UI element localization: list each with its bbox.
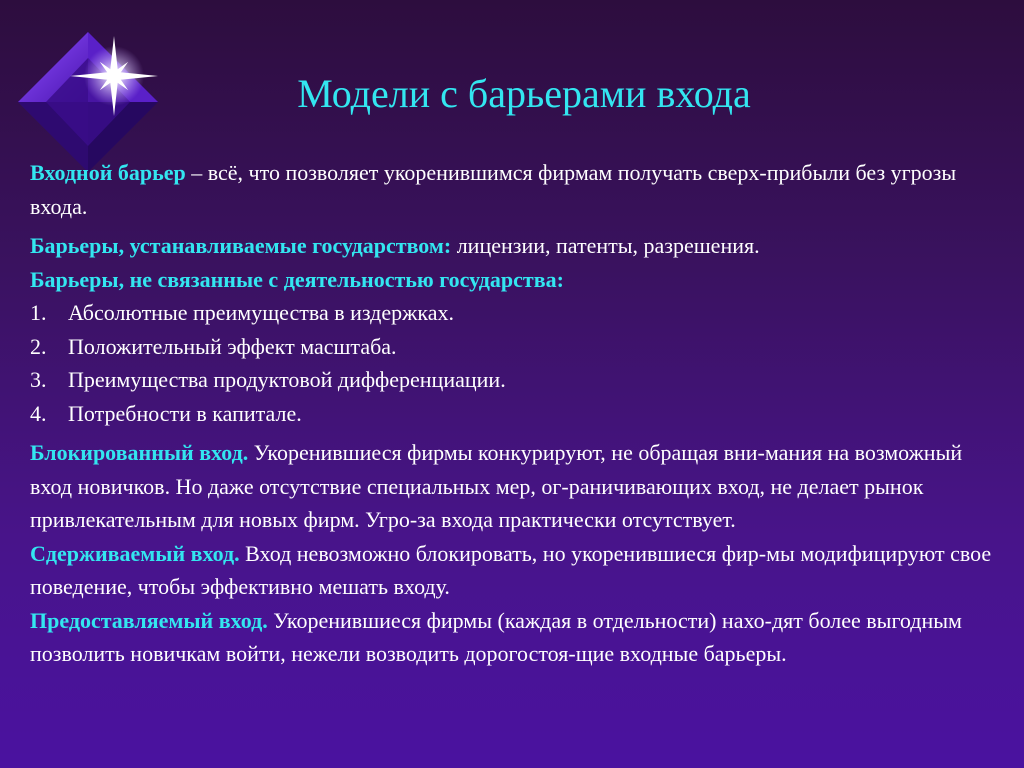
blocked-entry-paragraph <box>30 436 998 537</box>
list-item-number: 3. <box>30 367 47 392</box>
list-item-number: 4. <box>30 400 47 426</box>
list-item-text: Абсолютные преимущества в издержках. <box>68 300 454 325</box>
list-item <box>30 363 998 397</box>
state-barriers-text: лицензии, патенты, разрешения. <box>451 233 760 258</box>
blocked-entry-term: Блокированный вход. <box>30 440 249 465</box>
list-item <box>30 296 998 330</box>
deterred-entry-paragraph <box>30 537 998 604</box>
list-item <box>30 330 998 364</box>
list-item-number: 2. <box>30 333 47 359</box>
list-item-text: Потребности в капитале. <box>68 400 302 426</box>
state-barriers-paragraph <box>30 229 998 263</box>
list-item-text: Положительный эффект масштаба. <box>68 333 397 359</box>
list-item <box>30 397 998 431</box>
blocked-entry-text: Укоренившиеся фирмы конкурируют, не обращая вни-мания на возможный вход новичков. Но даже отсутствие специальных мер, ог-раничивающих вход, не делает рынок привлекательным для новых фирм. Угро-за входа практически отсутствует. <box>30 440 963 532</box>
accommodated-entry-paragraph <box>30 604 998 671</box>
non-state-barriers-heading <box>30 263 998 297</box>
state-barriers-term: Барьеры, устанавливаемые государством: <box>30 233 452 258</box>
barriers-list <box>30 296 998 430</box>
accommodated-entry-text: Укоренившиеся фирмы (каждая в отдельности) нахо-дят более выгодным позволить новичкам войти, нежели возводить дорогостоя-щие входные барьеры. <box>30 607 962 666</box>
accommodated-entry-term: Предоставляемый вход. <box>30 607 268 633</box>
deterred-entry-text: Вход невозможно блокировать, но укоренившиеся фир-мы модифицируют свое поведение, чтобы эффективно мешать входу. <box>30 540 992 599</box>
list-item-number: 1. <box>30 300 47 325</box>
page-title: Модели с барьерами входа <box>297 71 751 116</box>
list-item-text: Преимущества продуктовой дифференциации. <box>68 367 506 392</box>
definition-paragraph <box>30 156 998 223</box>
non-state-barriers-term: Барьеры, не связанные с деятельностью государства: <box>30 266 564 292</box>
deterred-entry-term: Сдерживаемый вход. <box>30 540 240 566</box>
slide-content <box>30 156 998 671</box>
definition-term: Входной барьер <box>30 160 186 185</box>
definition-text: – всё, что позволяет укоренившимся фирмам получать сверх-прибыли без угрозы входа. <box>30 160 957 219</box>
